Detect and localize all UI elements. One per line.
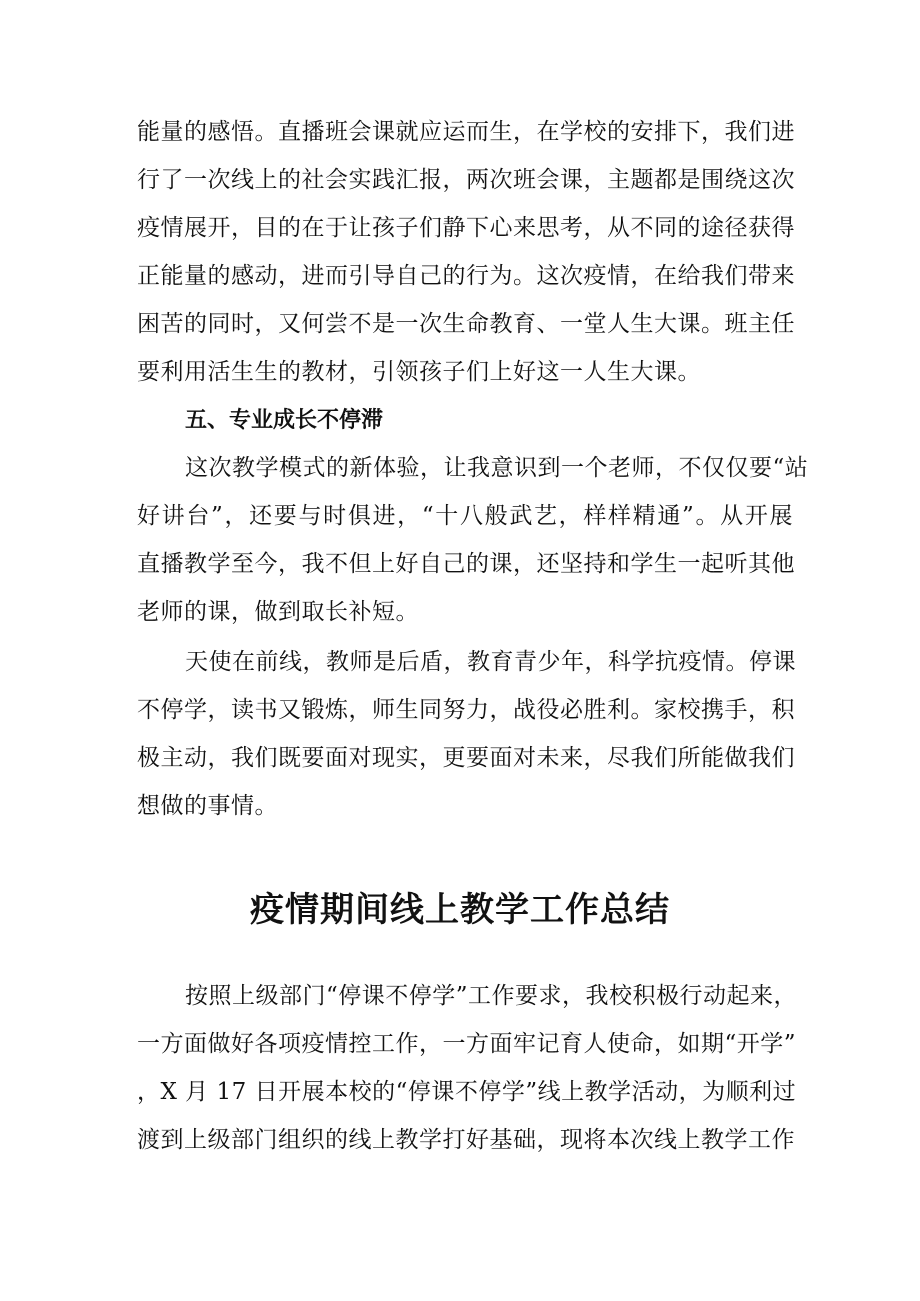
paragraph-line: 不停学，读书又锻炼，师生同努力，战役必胜利。家校携手，积: [137, 697, 795, 723]
paragraph-line: 直播教学至今，我不但上好自己的课，还坚持和学生一起听其他: [137, 551, 795, 577]
paragraph-line: 要利用活生生的教材，引领孩子们上好这一人生大课。: [137, 359, 701, 385]
paragraph-line: 极主动，我们既要面对现实，更要面对未来，尽我们所能做我们: [137, 745, 795, 771]
paragraph-line: 疫情展开，目的在于让孩子们静下心来思考，从不同的途径获得: [137, 215, 795, 241]
paragraph-line: 正能量的感动，进而引导自己的行为。这次疫情，在给我们带来: [137, 263, 795, 289]
paragraph-line: 困苦的同时，又何尝不是一次生命教育、一堂人生大课。班主任: [137, 311, 795, 337]
section-heading: 五、专业成长不停滞: [185, 408, 384, 433]
paragraph-line: 渡到上级部门组织的线上教学打好基础，现将本次线上教学工作: [137, 1127, 795, 1153]
paragraph-line: 想做的事情。: [137, 793, 278, 819]
paragraph-line: 按照上级部门“停课不停学”工作要求，我校积极行动起来，: [185, 983, 798, 1009]
paragraph-line: 老师的课，做到取长补短。: [137, 599, 419, 625]
paragraph-line: 好讲台”，还要与时俱进，“十八般武艺，样样精通”。从开展: [137, 503, 793, 529]
paragraph-line: 一方面做好各项疫情控工作，一方面牢记育人使命，如期“开学”: [137, 1031, 797, 1057]
paragraph-line: 天使在前线，教师是后盾，教育青少年，科学抗疫情。停课: [185, 649, 796, 675]
paragraph-line: 能量的感悟。直播班会课就应运而生，在学校的安排下，我们进: [137, 119, 795, 145]
paragraph-line: 行了一次线上的社会实践汇报，两次班会课，主题都是围绕这次: [137, 167, 795, 193]
article-title: 疫情期间线上教学工作总结: [250, 890, 670, 930]
paragraph-line: ，X 月 17 日开展本校的“停课不停学”线上教学活动，为顺利过: [137, 1079, 797, 1105]
paragraph-line: 这次教学模式的新体验，让我意识到一个老师，不仅仅要“站: [185, 455, 809, 481]
